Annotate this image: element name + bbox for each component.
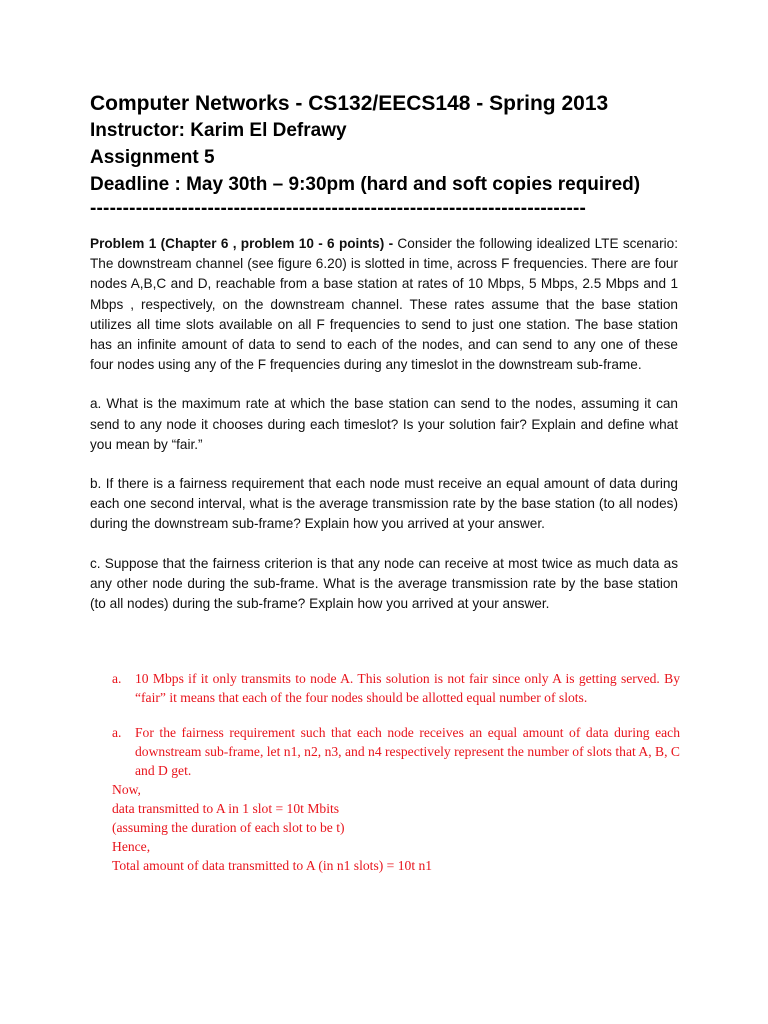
answer-line: Now, [112,782,141,797]
deadline-line: Deadline : May 30th – 9:30pm (hard and soft copies required) [90,174,641,195]
problem-intro: Consider the following idealized LTE scenario: The downstream channel (see figure 6.20) is slotted in time, across F frequencies. There are four nodes A,B,C and D, reachable from a base station at rates of 10 Mbps, 5 Mbps, 2.5 Mbps and 1 Mbps , respectively, on the downstream channel. These rates assume that the base station utilizes all time slots available on all F frequencies to send to just one station. The base station has an infinite amount of data to send to each of the nodes, and can send to any one of these four nodes using any of the F frequencies during any timeslot in the downstream sub-frame. [90,236,679,373]
answer-marker: a. [112,725,122,740]
answer-marker: a. [112,671,122,686]
answer-working [112,780,680,875]
answer-line: data transmitted to A in 1 slot = 10t Mbits [112,801,340,816]
answer-line: Total amount of data transmitted to A (in n1 slots) = 10t n1 [112,858,433,873]
answer-item [112,723,680,780]
assignment-line: Assignment 5 [90,147,215,168]
problem-heading: Problem 1 (Chapter 6 , problem 10 - 6 points) - [90,236,394,251]
answer-line: (assuming the duration of each slot to be t) [112,820,345,835]
problem-part-b: b. If there is a fairness requirement that each node must receive an equal amount of data during each one second interval, what is the average transmission rate by the base station (to all nodes) during the downstream sub-frame? Explain how you arrived at your answer. [90,476,678,532]
problem-statement [90,234,678,375]
answer-item [112,669,680,707]
answer-section [112,669,680,875]
separator-line: ---------------------------------------------------------------------------- [90,198,587,219]
answer-line: Hence, [112,839,151,854]
course-title: Computer Networks - CS132/EECS148 - Spring 2013 [90,92,609,115]
answer-text: For the fairness requirement such that each node receives an equal amount of data during each downstream sub-frame, let n1, n2, n3, and n4 respectively represent the number of slots that A, B, C and D get. [135,725,680,778]
document-header [90,90,690,220]
problem-section [90,234,678,633]
instructor-line: Instructor: Karim El Defrawy [90,120,347,141]
problem-part-c: c. Suppose that the fairness criterion is that any node can receive at most twice as much data as any other node during the sub-frame. What is the average transmission rate by the base station (to all nodes) during the sub-frame? Explain how you arrived at your answer. [90,555,678,612]
problem-part-a: a. What is the maximum rate at which the base station can send to the nodes, assuming it can send to any node it chooses during each timeslot? Is your solution fair? Explain and define what you mean by “fair.” [90,396,678,452]
answer-text: 10 Mbps if it only transmits to node A. This solution is not fair since only A is getting served. By “fair” it means that each of the four nodes should be allotted equal number of slots. [135,671,680,705]
